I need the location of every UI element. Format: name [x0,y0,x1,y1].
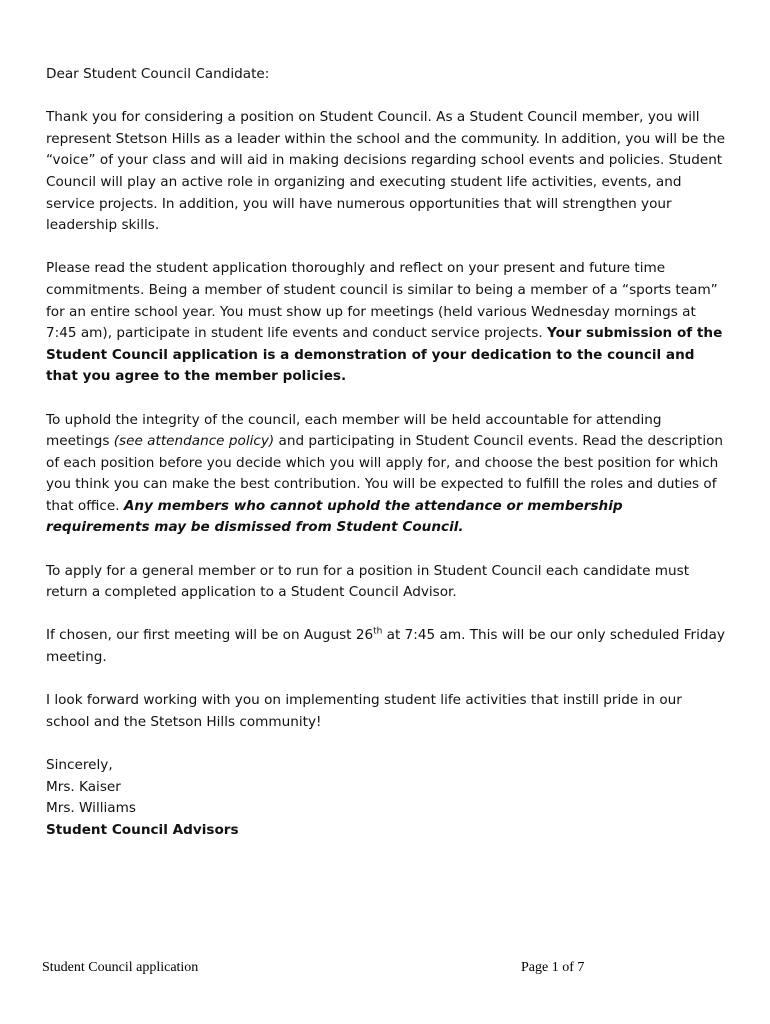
integrity-text-b: and participating in Student Council events. Read the description of each position before you decide which you will apply for, and choose the best position for which you think you can make the best contribution. You will be expected to fulfill the roles and duties of that office. [46,433,724,514]
paragraph-commitments [46,258,726,388]
paragraph-integrity [46,410,726,540]
integrity-text-a: To uphold the integrity of the council, each member will be held accountable for attending meetings [46,411,662,450]
dismissal-warning: Any members who cannot uphold the attendance or membership requirements may be dismissed from Student Council. [46,497,623,536]
commitments-text: Please read the student application thoroughly and reflect on your present and future time commitments. Being a member of student council is similar to being a member of a “sports team” for an entire school year. You must show up for meetings (held various Wednesday mornings at 7:45 am), participate in student life events and conduct service projects. [46,260,718,342]
closing: Sincerely, [46,757,113,773]
attendance-policy-reference: (see attendance policy) [113,433,275,450]
footer-document-title: Student Council application [42,960,199,975]
first-meeting-text-a: If chosen, our first meeting will be on August 26 [46,627,374,644]
salutation: Dear Student Council Candidate: [46,66,270,82]
paragraph-first-meeting [46,625,726,668]
signer-title: Student Council Advisors [46,821,239,838]
paragraph-intro: Thank you for considering a position on Student Council. As a Student Council member, you will represent Stetson Hills as a leader within the school and the community. In addition, you will be the “voice” of your class and will aid in making decisions regarding school events and policies. Student Council will play an active role in organizing and executing student life activities, events, and service projects. In addition, you will have numerous opportunities that will strengthen your leadership skills. [46,109,726,234]
signer-kaiser: Mrs. Kaiser [46,778,121,795]
date-ordinal-suffix: th [373,626,383,637]
signer-williams: Mrs. Williams [46,800,136,817]
paragraph-closing-remark: I look forward working with you on implementing student life activities that instill pride in our school and the Stetson Hills community! [46,692,682,730]
paragraph-apply: To apply for a general member or to run for a position in Student Council each candidate must return a completed application to a Student Council Advisor. [46,562,690,601]
letter-body [46,64,726,841]
footer-page-number: Page 1 of 7 [521,960,585,975]
submission-statement: Your submission of the Student Council application is a demonstration of your dedication to the council and that you agree to the member policies. [46,325,723,385]
first-meeting-text-b: at 7:45 am. This will be our only scheduled Friday meeting. [46,627,725,666]
